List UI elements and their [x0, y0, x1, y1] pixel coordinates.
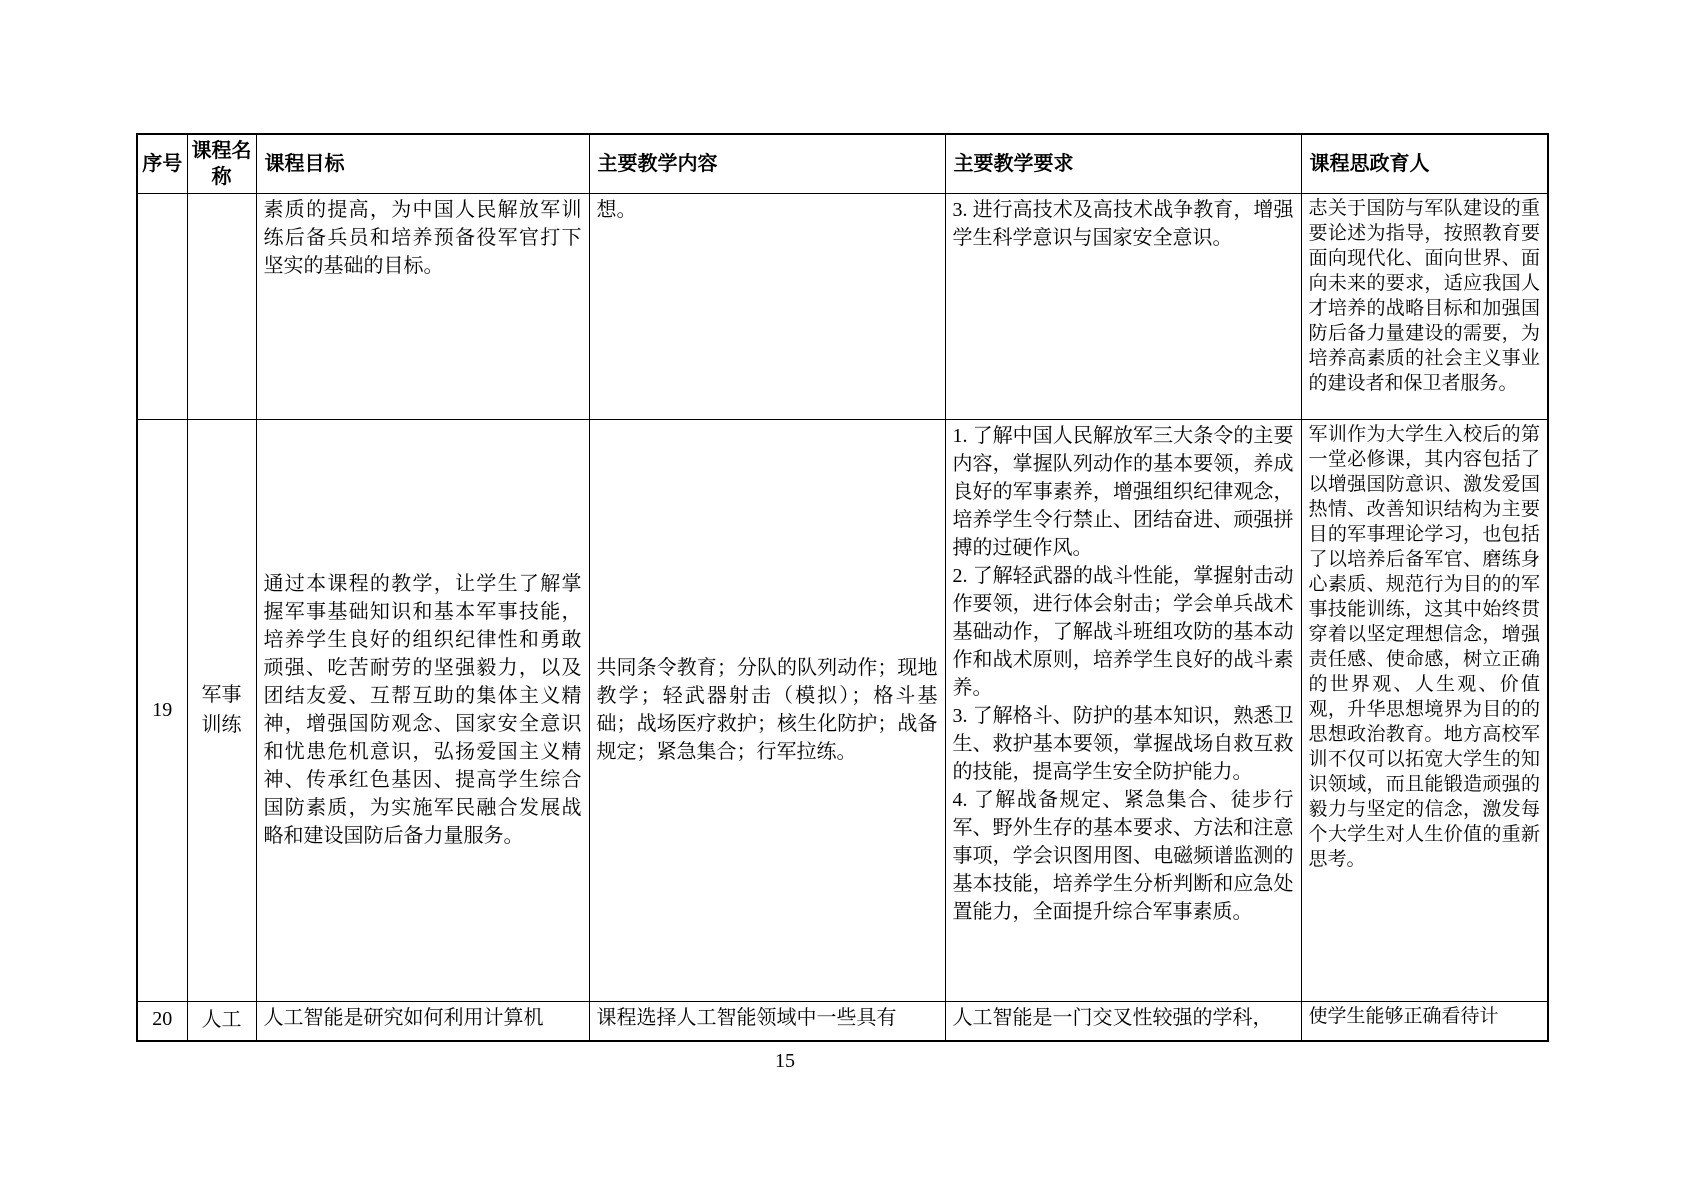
header-cell-ideology: 课程思政育人	[1301, 134, 1548, 193]
cell-requirements	[945, 419, 1301, 1001]
requirement-item: 人工智能是一门交叉性较强的学科，	[952, 1006, 1273, 1029]
ideology-text: 志关于国防与军队建设的重要论述为指导，按照教育要面向现代化、面向世界、面向未来的要求，适应我国人才培养的战略目标和加强国防后备力量建设的需要，为培养高素质的社会主义事业的建设者和保卫者服务。	[1308, 197, 1540, 394]
cell-ideology	[1301, 193, 1548, 419]
row-number: 20	[152, 1007, 173, 1030]
header-cell-content: 主要教学内容	[589, 134, 945, 193]
table-row-continuation	[137, 193, 1548, 419]
ideology-text: 使学生能够正确看待计	[1308, 1005, 1499, 1027]
requirement-item: 3. 了解格斗、防护的基本知识，熟悉卫生、救护基本要领，掌握战场自救互救的技能，提高学生安全防护能力。	[952, 704, 1294, 783]
table-row-19	[137, 419, 1548, 1001]
objective-text: 素质的提高，为中国人民解放军训练后备兵员和培养预备役军官打下坚实的基础的目标。	[263, 198, 582, 277]
cell-objective	[256, 193, 589, 419]
page-number: 15	[775, 1050, 795, 1072]
header-cell-course-name: 课程名称	[187, 134, 256, 193]
cell-requirements	[945, 193, 1301, 419]
cell-content	[589, 419, 945, 1001]
cell-no	[137, 1001, 187, 1041]
requirement-item: 3. 进行高技术及高技术战争教育，增强学生科学意识与国家安全意识。	[952, 198, 1294, 249]
objective-text: 通过本课程的教学，让学生了解掌握军事基础知识和基本军事技能，培养学生良好的组织纪律性和勇敢顽强、吃苦耐劳的坚强毅力，以及团结友爱、互帮互助的集体主义精神，增强国防观念、国家安全意识和忧患危机意识，弘扬爱国主义精神、传承红色基因、提高学生综合国防素质，为实施军民融合发展战略和建设国防后备力量服务。	[263, 573, 582, 847]
requirement-item: 2. 了解轻武器的战斗性能，掌握射击动作要领，进行体会射击；学会单兵战术基础动作，了解战斗班组攻防的基本动作和战术原则，培养学生良好的战斗素养。	[952, 564, 1294, 699]
header-cell-objective: 课程目标	[256, 134, 589, 193]
cell-content	[589, 1001, 945, 1041]
cell-ideology	[1301, 419, 1548, 1001]
requirement-item: 4. 了解战备规定、紧急集合、徒步行军、野外生存的基本要求、方法和注意事项，学会识图用图、电磁频谱监测的基本技能，培养学生分析判断和应急处置能力，全面提升综合军事素质。	[952, 788, 1294, 923]
header-cell-no: 序号	[137, 134, 187, 193]
cell-no	[137, 193, 187, 419]
ideology-text: 军训作为大学生入校后的第一堂必修课，其内容包括了以增强国防意识、激发爱国热情、改善知识结构为主要目的军事理论学习，也包括了以培养后备军官、磨练身心素质、规范行为目的的军事技能训练，这其中始终贯穿着以坚定理想信念，增强责任感、使命感，树立正确的世界观、人生观、价值观，升华思想境界为目的的思想政治教育。地方高校军训不仅可以拓宽大学生的知识领域，而且能锻造顽强的毅力与坚定的信念，激发每个大学生对人生价值的重新思考。	[1308, 423, 1540, 870]
course-name-text: 人工	[201, 1008, 242, 1031]
content-text: 课程选择人工智能领域中一些具有	[596, 1006, 897, 1029]
cell-course-name: 军事训练	[187, 419, 256, 1001]
cell-course-name	[187, 1001, 256, 1041]
objective-text: 人工智能是研究如何利用计算机	[263, 1006, 544, 1029]
cell-course-name	[187, 193, 256, 419]
requirement-item: 1. 了解中国人民解放军三大条令的主要内容，掌握队列动作的基本要领，养成良好的军事素养，增强组织纪律观念，培养学生令行禁止、团结奋进、顽强拼搏的过硬作风。	[952, 424, 1294, 559]
table-row-20	[137, 1001, 1548, 1041]
table-header-row	[137, 134, 1548, 193]
content-text: 想。	[596, 198, 637, 221]
cell-objective	[256, 419, 589, 1001]
cell-ideology	[1301, 1001, 1548, 1041]
header-cell-requirements: 主要教学要求	[945, 134, 1301, 193]
cell-no: 19	[137, 419, 187, 1001]
cell-objective	[256, 1001, 589, 1041]
content-text: 共同条令教育；分队的队列动作；现地教学；轻武器射击（模拟）；格斗基础；战场医疗救护；核生化防护；战备规定；紧急集合；行军拉练。	[596, 657, 938, 763]
cell-content	[589, 193, 945, 419]
cell-requirements	[945, 1001, 1301, 1041]
course-table	[136, 133, 1549, 1042]
